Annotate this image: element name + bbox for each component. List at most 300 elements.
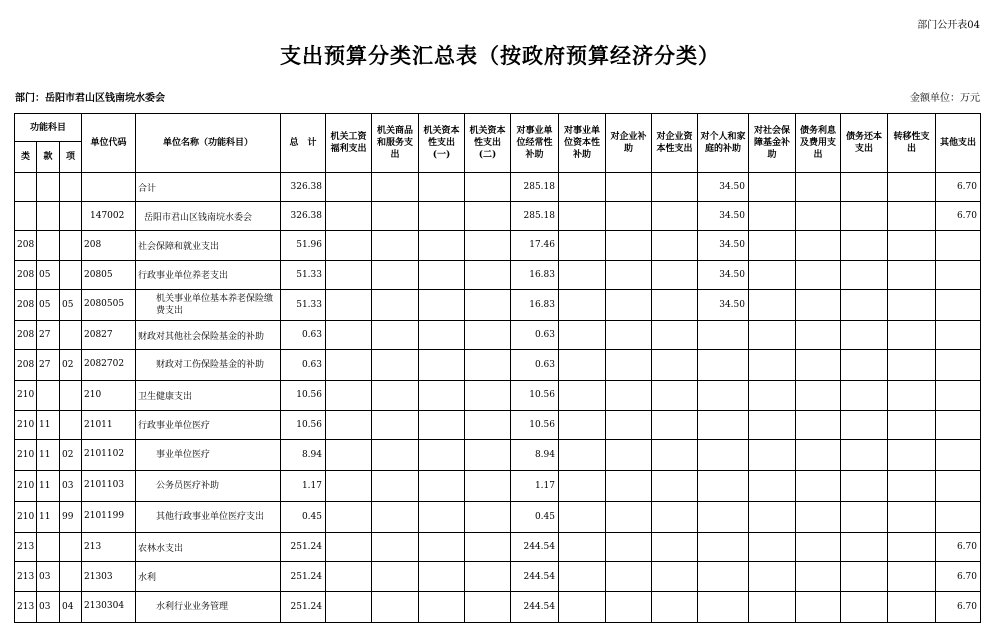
- budget-table: [14, 113, 981, 623]
- amount-cell-c12: [841, 173, 888, 202]
- amount-cell-c7: [606, 470, 652, 501]
- amount-cell-c6: [559, 202, 606, 231]
- amount-cell-c4: [465, 533, 511, 562]
- amount-cell-c7: [606, 381, 652, 410]
- total-cell: 326.38: [281, 173, 326, 202]
- amount-cell-c3: [419, 533, 465, 562]
- amount-cell-c14: [936, 289, 981, 320]
- amount-cell-c6: [559, 260, 606, 289]
- amount-cell-c13: [888, 202, 936, 231]
- table-row: [15, 289, 981, 320]
- amount-cell-c5: 10.56: [511, 410, 559, 439]
- amount-cell-c4: [465, 562, 511, 591]
- col-header-c14: 其他支出: [936, 114, 981, 173]
- amount-cell-c1: [326, 289, 372, 320]
- amount-cell-c5: 0.45: [511, 502, 559, 533]
- amount-cell-c3: [419, 202, 465, 231]
- amount-cell-c13: [888, 533, 936, 562]
- amount-cell-c14: [936, 470, 981, 501]
- amount-cell-c8: [652, 320, 698, 349]
- amount-cell-c2: [372, 202, 419, 231]
- unit-code-cell: 2130304: [82, 591, 136, 622]
- kuan-cell: 03: [37, 562, 60, 591]
- amount-cell-c13: [888, 260, 936, 289]
- unit-name-cell: 农林水支出: [136, 533, 281, 562]
- xiang-cell: [60, 260, 82, 289]
- unit-name-cell: 合计: [136, 173, 281, 202]
- kuan-cell: 11: [37, 502, 60, 533]
- amount-cell-c6: [559, 562, 606, 591]
- lei-cell: 208: [15, 289, 37, 320]
- lei-cell: 208: [15, 350, 37, 381]
- lei-cell: 210: [15, 381, 37, 410]
- amount-cell-c4: [465, 410, 511, 439]
- table-row: [15, 410, 981, 439]
- xiang-cell: [60, 562, 82, 591]
- unit-code-cell: 2080505: [82, 289, 136, 320]
- amount-cell-c4: [465, 260, 511, 289]
- unit-name-cell: 行政事业单位医疗: [136, 410, 281, 439]
- amount-cell-c12: [841, 289, 888, 320]
- unit-name-cell: 岳阳市君山区钱南垸水委会: [136, 202, 281, 231]
- amount-cell-c5: 0.63: [511, 350, 559, 381]
- amount-cell-c4: [465, 470, 511, 501]
- amount-cell-c7: [606, 202, 652, 231]
- table-row: [15, 591, 981, 622]
- amount-cell-c6: [559, 439, 606, 470]
- amount-cell-c6: [559, 381, 606, 410]
- func-subject-header: 功能科目: [15, 114, 82, 142]
- amount-cell-c5: 285.18: [511, 202, 559, 231]
- kuan-cell: 03: [37, 591, 60, 622]
- lei-cell: [15, 173, 37, 202]
- amount-cell-c13: [888, 381, 936, 410]
- amount-cell-c14: [936, 439, 981, 470]
- total-cell: 51.33: [281, 289, 326, 320]
- amount-cell-c5: 1.17: [511, 470, 559, 501]
- total-cell: 1.17: [281, 470, 326, 501]
- kuan-cell: 05: [37, 260, 60, 289]
- amount-cell-c12: [841, 562, 888, 591]
- kuan-cell: 11: [37, 470, 60, 501]
- amount-cell-c1: [326, 533, 372, 562]
- table-row: [15, 439, 981, 470]
- lei-cell: 208: [15, 231, 37, 260]
- total-cell: 10.56: [281, 381, 326, 410]
- table-row: [15, 320, 981, 349]
- unit-name-cell: 其他行政事业单位医疗支出: [136, 502, 281, 533]
- amount-cell-c12: [841, 381, 888, 410]
- amount-cell-c5: 244.54: [511, 562, 559, 591]
- amount-cell-c8: [652, 591, 698, 622]
- amount-cell-c1: [326, 502, 372, 533]
- amount-cell-c14: [936, 231, 981, 260]
- unit-name-cell: 财政对工伤保险基金的补助: [136, 350, 281, 381]
- amount-cell-c3: [419, 470, 465, 501]
- col-header-c5: 对事业单位经常性补助: [511, 114, 559, 173]
- unit-name-cell: 水利: [136, 562, 281, 591]
- lei-cell: 210: [15, 502, 37, 533]
- amount-cell-c6: [559, 470, 606, 501]
- amount-cell-c5: 285.18: [511, 173, 559, 202]
- amount-cell-c4: [465, 320, 511, 349]
- kuan-cell: 05: [37, 289, 60, 320]
- amount-cell-c8: [652, 350, 698, 381]
- amount-cell-c10: [749, 502, 796, 533]
- kuan-header: 款: [37, 142, 60, 173]
- total-cell: 51.33: [281, 260, 326, 289]
- xiang-cell: [60, 410, 82, 439]
- xiang-cell: 04: [60, 591, 82, 622]
- xiang-cell: [60, 533, 82, 562]
- amount-cell-c7: [606, 410, 652, 439]
- amount-cell-c2: [372, 410, 419, 439]
- amount-cell-c9: 34.50: [698, 202, 749, 231]
- amount-cell-c5: 0.63: [511, 320, 559, 349]
- xiang-header: 项: [60, 142, 82, 173]
- amount-cell-c6: [559, 350, 606, 381]
- col-header-c1: 机关工资福利支出: [326, 114, 372, 173]
- amount-cell-c10: [749, 470, 796, 501]
- amount-cell-c6: [559, 410, 606, 439]
- unit-name-cell: 事业单位医疗: [136, 439, 281, 470]
- amount-cell-c5: 16.83: [511, 289, 559, 320]
- lei-cell: 208: [15, 260, 37, 289]
- amount-cell-c10: [749, 320, 796, 349]
- amount-cell-c9: 34.50: [698, 173, 749, 202]
- amount-cell-c2: [372, 231, 419, 260]
- amount-cell-c9: 34.50: [698, 260, 749, 289]
- kuan-cell: 27: [37, 350, 60, 381]
- amount-cell-c6: [559, 502, 606, 533]
- amount-cell-c11: [796, 320, 841, 349]
- amount-cell-c11: [796, 289, 841, 320]
- table-row: [15, 533, 981, 562]
- amount-cell-c12: [841, 350, 888, 381]
- amount-cell-c2: [372, 439, 419, 470]
- amount-cell-c9: [698, 350, 749, 381]
- amount-cell-c11: [796, 533, 841, 562]
- amount-cell-c2: [372, 502, 419, 533]
- page-title: 支出预算分类汇总表（按政府预算经济分类）: [280, 43, 720, 68]
- amount-cell-c3: [419, 289, 465, 320]
- amount-cell-c8: [652, 260, 698, 289]
- amount-cell-c8: [652, 231, 698, 260]
- unit-name-cell: 公务员医疗补助: [136, 470, 281, 501]
- unit-name-cell: 行政事业单位养老支出: [136, 260, 281, 289]
- amount-cell-c12: [841, 439, 888, 470]
- unit-code-cell: 2101199: [82, 502, 136, 533]
- amount-cell-c3: [419, 591, 465, 622]
- amount-cell-c8: [652, 562, 698, 591]
- amount-cell-c2: [372, 320, 419, 349]
- amount-cell-c12: [841, 320, 888, 349]
- total-cell: 0.63: [281, 320, 326, 349]
- amount-cell-c3: [419, 173, 465, 202]
- unit-code-cell: [82, 173, 136, 202]
- amount-cell-c4: [465, 350, 511, 381]
- amount-cell-c8: [652, 533, 698, 562]
- amount-cell-c3: [419, 350, 465, 381]
- amount-cell-c2: [372, 470, 419, 501]
- amount-cell-c5: 10.56: [511, 381, 559, 410]
- col-header-c4: 机关资本性支出(二): [465, 114, 511, 173]
- amount-cell-c6: [559, 289, 606, 320]
- amount-cell-c6: [559, 320, 606, 349]
- kuan-cell: [37, 202, 60, 231]
- amount-cell-c7: [606, 502, 652, 533]
- kuan-cell: [37, 231, 60, 260]
- table-row: [15, 173, 981, 202]
- unit-code-cell: 2082702: [82, 350, 136, 381]
- lei-cell: 213: [15, 591, 37, 622]
- kuan-cell: 11: [37, 439, 60, 470]
- xiang-cell: [60, 381, 82, 410]
- unit-name-header: 单位名称（功能科目）: [136, 114, 281, 173]
- amount-cell-c4: [465, 502, 511, 533]
- xiang-cell: 03: [60, 470, 82, 501]
- amount-cell-c9: [698, 502, 749, 533]
- table-row: [15, 381, 981, 410]
- kuan-cell: [37, 173, 60, 202]
- table-row: [15, 562, 981, 591]
- unit-code-cell: 147002: [82, 202, 136, 231]
- amount-cell-c13: [888, 289, 936, 320]
- amount-cell-c2: [372, 591, 419, 622]
- kuan-cell: [37, 381, 60, 410]
- amount-cell-c14: [936, 502, 981, 533]
- unit-name-cell: 卫生健康支出: [136, 381, 281, 410]
- amount-cell-c1: [326, 202, 372, 231]
- amount-cell-c11: [796, 260, 841, 289]
- amount-cell-c2: [372, 173, 419, 202]
- amount-cell-c10: [749, 381, 796, 410]
- unit-code-cell: 20805: [82, 260, 136, 289]
- amount-cell-c1: [326, 410, 372, 439]
- amount-cell-c4: [465, 591, 511, 622]
- amount-cell-c1: [326, 320, 372, 349]
- col-header-c11: 债务利息及费用支出: [796, 114, 841, 173]
- amount-cell-c4: [465, 202, 511, 231]
- amount-cell-c10: [749, 202, 796, 231]
- amount-cell-c10: [749, 260, 796, 289]
- col-header-c10: 对社会保障基金补助: [749, 114, 796, 173]
- amount-cell-c14: 6.70: [936, 202, 981, 231]
- amount-cell-c10: [749, 410, 796, 439]
- amount-cell-c8: [652, 470, 698, 501]
- amount-cell-c12: [841, 231, 888, 260]
- amount-cell-c14: [936, 320, 981, 349]
- amount-cell-c4: [465, 289, 511, 320]
- amount-cell-c11: [796, 410, 841, 439]
- amount-cell-c13: [888, 591, 936, 622]
- amount-cell-c10: [749, 350, 796, 381]
- amount-cell-c5: 17.46: [511, 231, 559, 260]
- amount-cell-c8: [652, 202, 698, 231]
- amount-cell-c3: [419, 562, 465, 591]
- xiang-cell: [60, 173, 82, 202]
- amount-cell-c13: [888, 470, 936, 501]
- amount-cell-c13: [888, 231, 936, 260]
- amount-cell-c10: [749, 562, 796, 591]
- amount-cell-c5: 244.54: [511, 591, 559, 622]
- col-header-c13: 转移性支出: [888, 114, 936, 173]
- amount-cell-c9: [698, 439, 749, 470]
- col-header-c6: 对事业单位资本性补助: [559, 114, 606, 173]
- amount-cell-c7: [606, 231, 652, 260]
- amount-cell-c9: [698, 470, 749, 501]
- amount-cell-c12: [841, 502, 888, 533]
- amount-cell-c6: [559, 231, 606, 260]
- lei-cell: 210: [15, 439, 37, 470]
- amount-cell-c4: [465, 173, 511, 202]
- amount-cell-c9: [698, 562, 749, 591]
- lei-cell: 208: [15, 320, 37, 349]
- amount-cell-c1: [326, 260, 372, 289]
- kuan-cell: 27: [37, 320, 60, 349]
- amount-cell-c10: [749, 231, 796, 260]
- amount-cell-c8: [652, 439, 698, 470]
- amount-cell-c10: [749, 533, 796, 562]
- total-cell: 10.56: [281, 410, 326, 439]
- amount-cell-c14: [936, 381, 981, 410]
- amount-cell-c9: [698, 533, 749, 562]
- amount-cell-c1: [326, 173, 372, 202]
- unit-name-cell: 机关事业单位基本养老保险缴费支出: [136, 289, 281, 320]
- total-cell: 0.63: [281, 350, 326, 381]
- unit-code-cell: 210: [82, 381, 136, 410]
- amount-cell-c13: [888, 350, 936, 381]
- amount-cell-c11: [796, 350, 841, 381]
- amount-cell-c5: 8.94: [511, 439, 559, 470]
- amount-cell-c7: [606, 533, 652, 562]
- col-header-c9: 对个人和家庭的补助: [698, 114, 749, 173]
- lei-cell: 213: [15, 533, 37, 562]
- amount-cell-c3: [419, 231, 465, 260]
- col-header-c7: 对企业补助: [606, 114, 652, 173]
- unit-code-cell: 21303: [82, 562, 136, 591]
- amount-cell-c2: [372, 289, 419, 320]
- amount-cell-c3: [419, 260, 465, 289]
- amount-cell-c11: [796, 439, 841, 470]
- xiang-cell: 99: [60, 502, 82, 533]
- amount-cell-c11: [796, 173, 841, 202]
- total-cell: 326.38: [281, 202, 326, 231]
- amount-cell-c10: [749, 591, 796, 622]
- amount-cell-c7: [606, 439, 652, 470]
- amount-cell-c11: [796, 502, 841, 533]
- table-row: [15, 470, 981, 501]
- amount-cell-c1: [326, 231, 372, 260]
- amount-cell-c13: [888, 562, 936, 591]
- amount-cell-c7: [606, 350, 652, 381]
- amount-cell-c1: [326, 470, 372, 501]
- amount-cell-c14: 6.70: [936, 533, 981, 562]
- col-header-c3: 机关资本性支出(一): [419, 114, 465, 173]
- unit-code-cell: 2101103: [82, 470, 136, 501]
- amount-cell-c4: [465, 439, 511, 470]
- amount-cell-c4: [465, 231, 511, 260]
- lei-cell: 210: [15, 410, 37, 439]
- amount-cell-c1: [326, 350, 372, 381]
- amount-cell-c11: [796, 202, 841, 231]
- amount-cell-c13: [888, 410, 936, 439]
- unit-code-cell: 2101102: [82, 439, 136, 470]
- table-row: [15, 502, 981, 533]
- amount-cell-c3: [419, 410, 465, 439]
- kuan-cell: [37, 533, 60, 562]
- amount-cell-c8: [652, 410, 698, 439]
- xiang-cell: 02: [60, 350, 82, 381]
- lei-cell: [15, 202, 37, 231]
- unit-name-cell: 社会保障和就业支出: [136, 231, 281, 260]
- amount-cell-c9: [698, 591, 749, 622]
- amount-cell-c12: [841, 202, 888, 231]
- col-header-c12: 债务还本支出: [841, 114, 888, 173]
- total-cell: 51.96: [281, 231, 326, 260]
- amount-cell-c12: [841, 470, 888, 501]
- total-header: 总 计: [281, 114, 326, 173]
- total-cell: 251.24: [281, 533, 326, 562]
- amount-cell-c6: [559, 173, 606, 202]
- amount-cell-c2: [372, 562, 419, 591]
- lei-cell: 210: [15, 470, 37, 501]
- amount-cell-c8: [652, 502, 698, 533]
- amount-cell-c13: [888, 502, 936, 533]
- form-code: 部门公开表04: [917, 20, 980, 31]
- amount-cell-c10: [749, 173, 796, 202]
- lei-cell: 213: [15, 562, 37, 591]
- amount-cell-c1: [326, 562, 372, 591]
- table-row: [15, 350, 981, 381]
- amount-cell-c11: [796, 381, 841, 410]
- unit-name-cell: 财政对其他社会保险基金的补助: [136, 320, 281, 349]
- amount-cell-c11: [796, 562, 841, 591]
- department-label: 部门：岳阳市君山区钱南垸水委会: [15, 93, 165, 104]
- amount-cell-c11: [796, 470, 841, 501]
- amount-cell-c2: [372, 381, 419, 410]
- amount-cell-c1: [326, 591, 372, 622]
- amount-cell-c2: [372, 533, 419, 562]
- amount-cell-c5: 244.54: [511, 533, 559, 562]
- amount-cell-c9: [698, 381, 749, 410]
- amount-cell-c11: [796, 231, 841, 260]
- amount-cell-c14: [936, 260, 981, 289]
- amount-cell-c4: [465, 381, 511, 410]
- amount-cell-c9: 34.50: [698, 231, 749, 260]
- amount-cell-c2: [372, 260, 419, 289]
- total-cell: 0.45: [281, 502, 326, 533]
- amount-cell-c8: [652, 289, 698, 320]
- amount-cell-c9: [698, 410, 749, 439]
- total-cell: 251.24: [281, 591, 326, 622]
- amount-cell-c6: [559, 591, 606, 622]
- table-row: [15, 202, 981, 231]
- unit-name-cell: 水利行业业务管理: [136, 591, 281, 622]
- amount-cell-c13: [888, 320, 936, 349]
- amount-cell-c14: 6.70: [936, 173, 981, 202]
- table-row: [15, 231, 981, 260]
- unit-code-cell: 208: [82, 231, 136, 260]
- amount-cell-c10: [749, 439, 796, 470]
- amount-cell-c13: [888, 173, 936, 202]
- amount-cell-c3: [419, 320, 465, 349]
- amount-cell-c1: [326, 381, 372, 410]
- amount-cell-c7: [606, 320, 652, 349]
- table-row: [15, 260, 981, 289]
- amount-cell-c9: 34.50: [698, 289, 749, 320]
- amount-cell-c5: 16.83: [511, 260, 559, 289]
